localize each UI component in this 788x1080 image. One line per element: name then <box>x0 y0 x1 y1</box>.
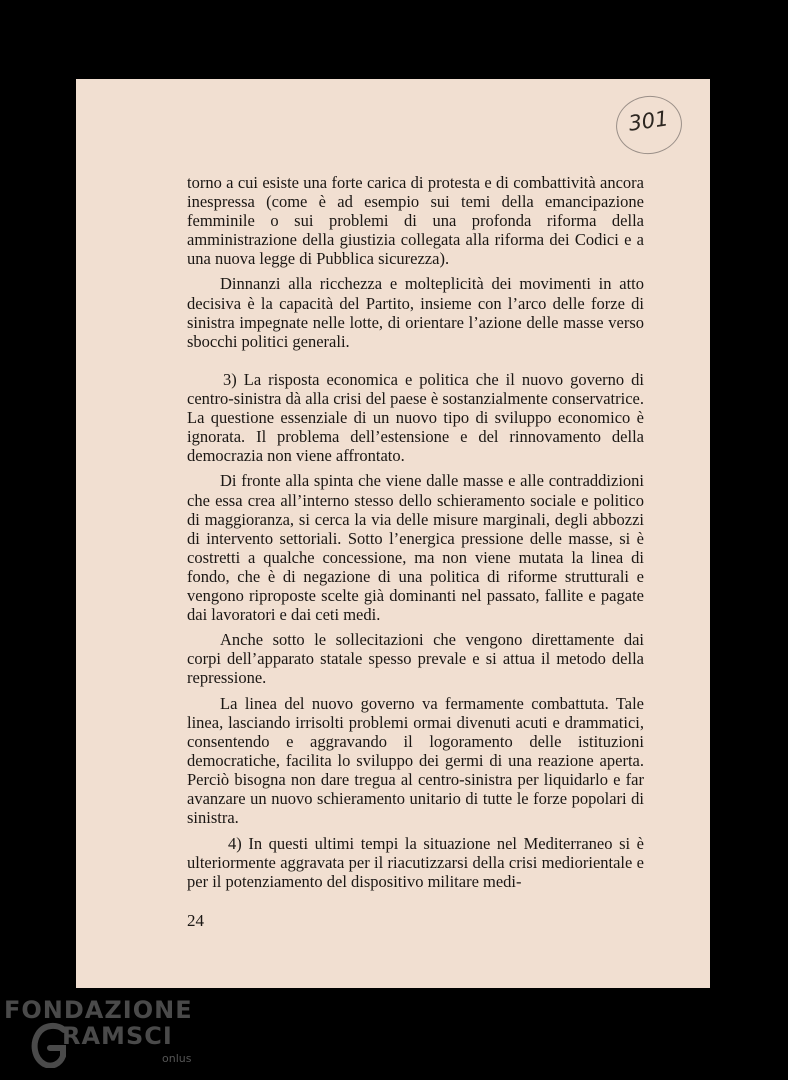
annotation-number: 301 <box>626 106 670 136</box>
logo-line-2: RAMSCI <box>62 1022 173 1050</box>
paragraph: Di fronte alla spinta che viene dalle masse e alle contraddizioni che essa crea all’interno stesso dello schieramento sociale e politico di maggioranza, si cerca la via delle misure marginali, degli abbozzi di intervento settoriali. Sotto l’energica pressione delle masse, si è costretti a qualche concessione, ma non viene mutata la linea di fondo, che è di negazione di una politica di riforme strutturali e vengono riproposte scelte già dominanti nel passato, fallite e pagate dai lavoratori e dai ceti medi. <box>187 471 644 625</box>
paragraph: La linea del nuovo governo va fermamente combattuta. Tale linea, lasciando irrisolti problemi ormai divenuti acuti e drammatici, consentendo e aggravando il logoramento delle istituzioni democratiche, facilita lo sviluppo dei germi di una reazione aperta. Perciò bisogna non dare tregua al centro-sinistra per liquidarlo e far avanzare un nuovo schieramento unitario di tutte le forze popolari di sinistra. <box>187 693 644 828</box>
logo-suffix: onlus <box>162 1052 192 1065</box>
section-a <box>187 173 644 351</box>
section-4 <box>187 834 644 891</box>
fondazione-gramsci-logo <box>4 996 214 1076</box>
paragraph: 4) In questi ultimi tempi la situazione nel Mediterraneo si è ulteriormente aggravata per il riacutizzarsi della crisi mediorientale e per il potenziamento del dispositivo militare medi- <box>187 834 644 892</box>
paragraph: torno a cui esiste una forte carica di protesta e di combattività ancora inespressa (come è ad esempio sui temi della emancipazione femminile o sui problemi di una profonda riforma della amministrazione della giustizia collegata alla riforma dei Codici e a una nuova legge di Pubblica sicurezza). <box>187 173 644 269</box>
paragraph: Dinnanzi alla ricchezza e molteplicità dei movimenti in atto decisiva è la capacità del Partito, insieme con l’arco delle forze di sinistra impegnate nelle lotte, di orientare l’azione delle masse verso sbocchi politici generali. <box>187 274 644 351</box>
page-number: 24 <box>187 911 204 930</box>
paragraph: 3) La risposta economica e politica che il nuovo governo di centro-sinistra dà alla crisi del paese è sostanzialmente conservatrice. La questione essenziale di un nuovo tipo di sviluppo economico è ignorata. Il problema dell’estensione e del rinnovamento della democrazia non viene affrontato. <box>187 370 644 466</box>
logo-line-1: FONDAZIONE <box>4 996 193 1024</box>
section-3 <box>187 370 644 827</box>
paragraph: Anche sotto le sollecitazioni che vengono direttamente dai corpi dell’apparato statale spesso prevale e si attua il metodo della repressione. <box>187 630 644 688</box>
